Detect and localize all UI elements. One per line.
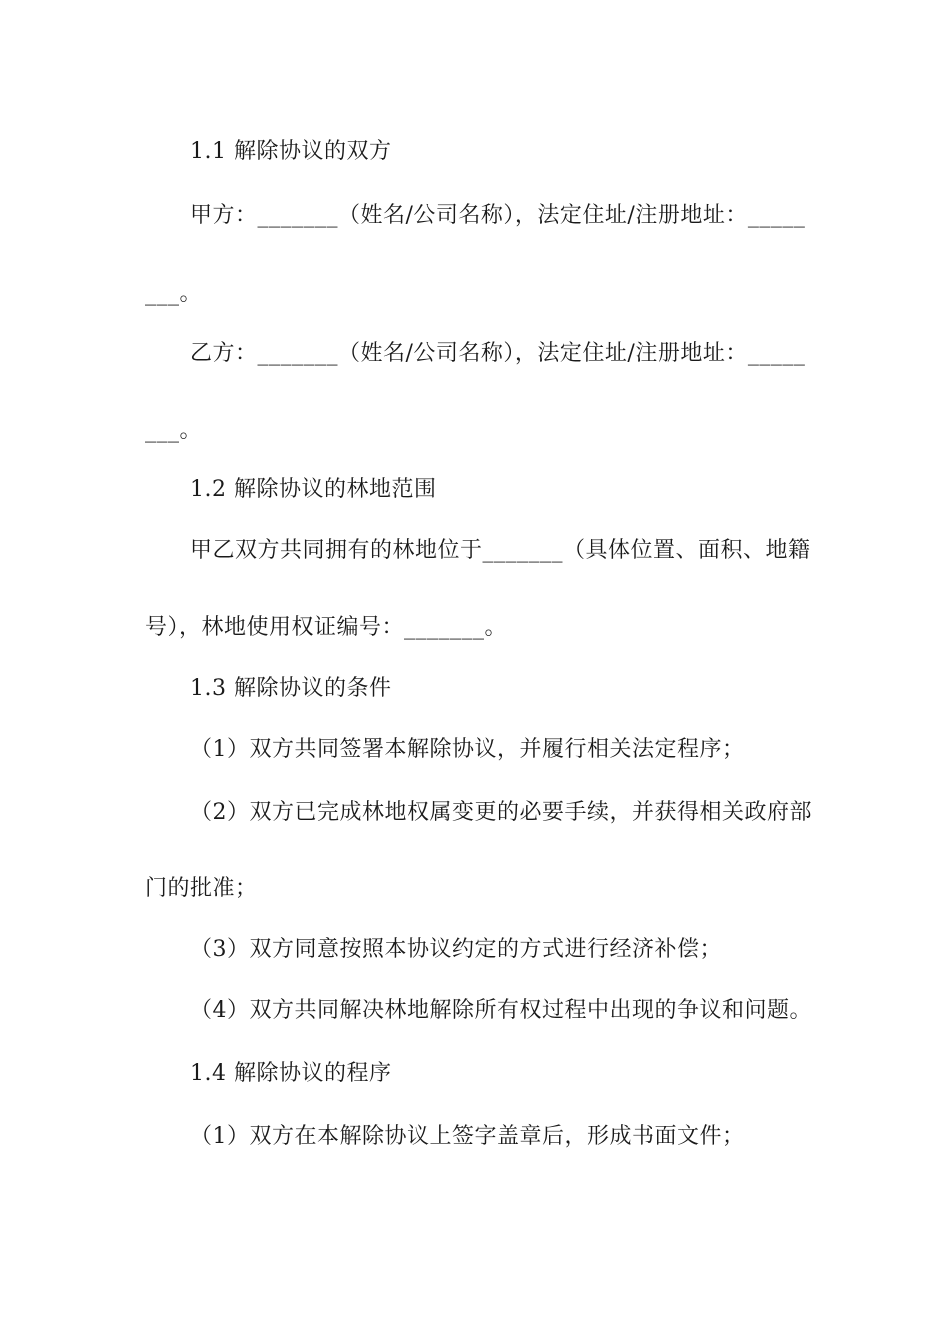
party-b-line-continued: ___。 xyxy=(145,418,203,443)
section-heading-1-2: 1.2 解除协议的林地范围 xyxy=(190,477,437,502)
condition-item-2: （2）双方已完成林地权属变更的必要手续，并获得相关政府部 xyxy=(190,800,812,825)
forest-land-location-line: 甲乙双方共同拥有的林地位于_______（具体位置、面积、地籍 xyxy=(190,538,811,563)
section-heading-1-4: 1.4 解除协议的程序 xyxy=(190,1061,392,1086)
procedure-item-1: （1）双方在本解除协议上签字盖章后，形成书面文件； xyxy=(190,1124,745,1149)
condition-item-2-continued: 门的批准； xyxy=(145,876,258,901)
condition-item-1: （1）双方共同签署本解除协议，并履行相关法定程序； xyxy=(190,737,745,762)
party-a-line-continued: ___。 xyxy=(145,281,203,306)
forest-land-certificate-line: 号），林地使用权证编号：_______。 xyxy=(145,615,508,640)
condition-item-4: （4）双方共同解决林地解除所有权过程中出现的争议和问题。 xyxy=(190,998,812,1023)
section-heading-1-3: 1.3 解除协议的条件 xyxy=(190,676,392,701)
section-heading-1-1: 1.1 解除协议的双方 xyxy=(190,139,392,164)
party-b-line: 乙方：_______（姓名/公司名称），法定住址/注册地址：_____ xyxy=(190,341,806,366)
party-a-line: 甲方：_______（姓名/公司名称），法定住址/注册地址：_____ xyxy=(190,203,806,228)
condition-item-3: （3）双方同意按照本协议约定的方式进行经济补偿； xyxy=(190,937,722,962)
